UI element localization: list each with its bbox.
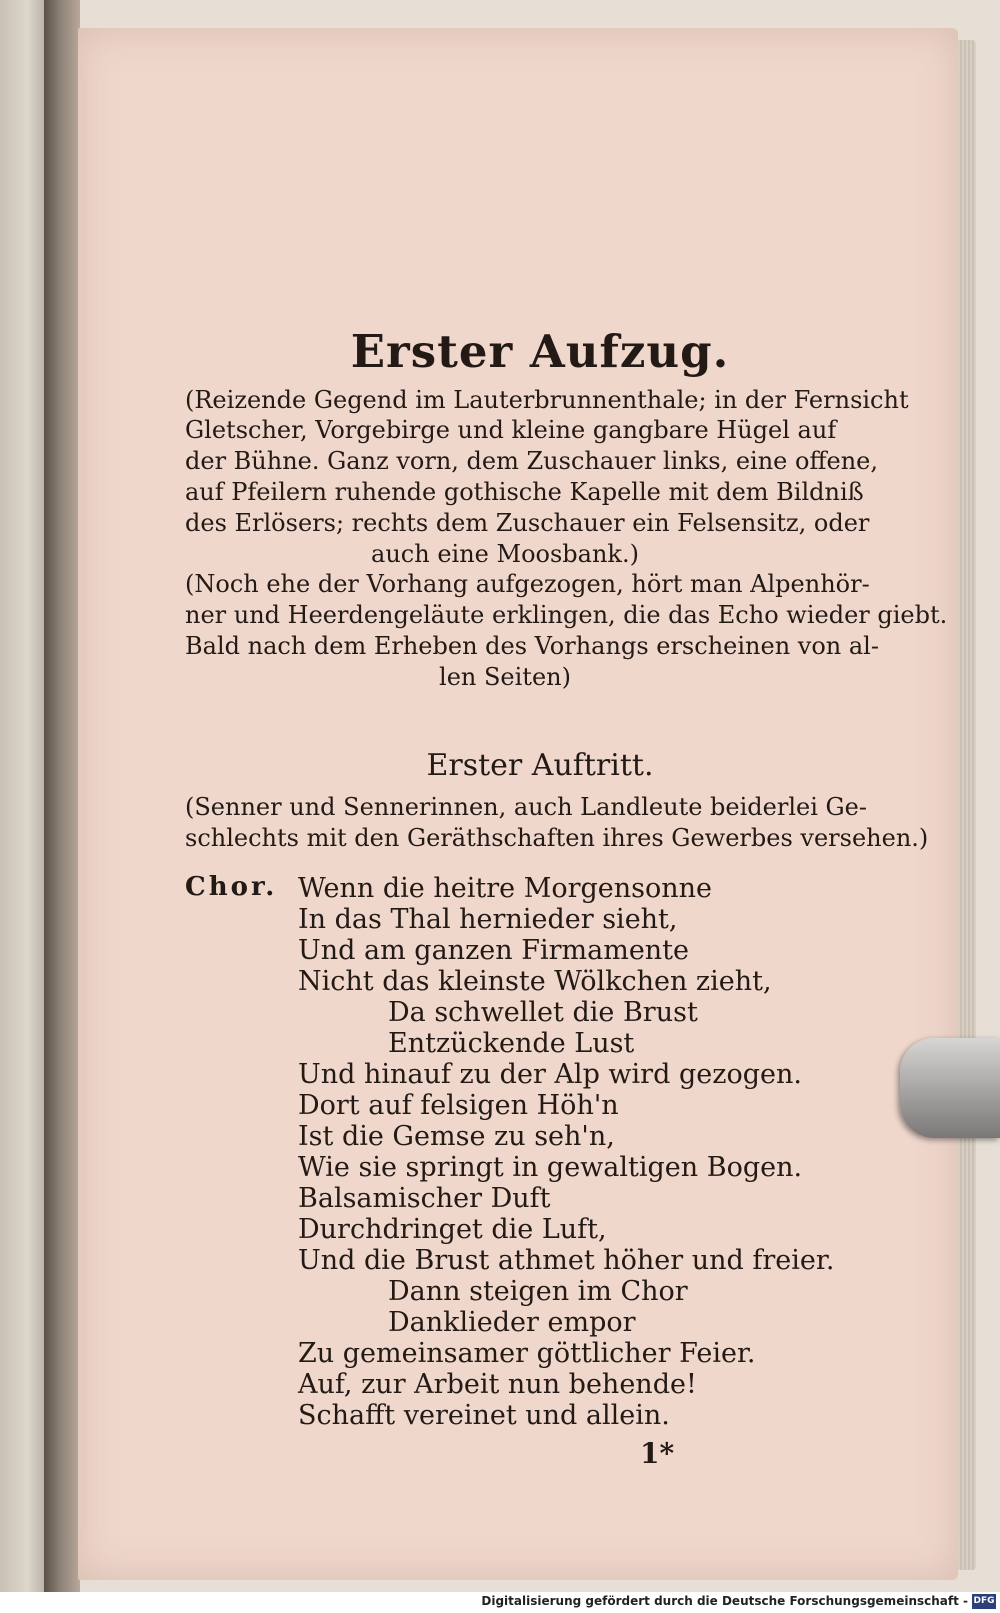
act-title: Erster Aufzug. bbox=[350, 325, 730, 378]
left-page-edge bbox=[0, 0, 46, 1613]
page-edges bbox=[958, 40, 976, 1570]
signature-mark: 1* bbox=[640, 1437, 675, 1470]
stage-direction-line: (Noch ehe der Vorhang aufgezogen, hört man Alpenhör- bbox=[185, 570, 870, 598]
verse-line: Balsamischer Duft bbox=[298, 1183, 551, 1214]
stage-direction-line: Bald nach dem Erheben des Vorhangs erscheinen von al- bbox=[185, 632, 879, 660]
funding-notice: Digitalisierung gefördert durch die Deutsche Forschungsgemeinschaft - bbox=[481, 1594, 968, 1608]
book-gutter bbox=[44, 0, 80, 1613]
verse-line: Nicht das kleinste Wölkchen zieht, bbox=[298, 966, 772, 997]
stage-direction-line: schlechts mit den Geräthschaften ihres Gewerbes versehen.) bbox=[185, 824, 929, 852]
verse-line: Wenn die heitre Morgensonne bbox=[298, 873, 713, 904]
verse-line: Durchdringet die Luft, bbox=[298, 1214, 607, 1245]
scene-title: Erster Auftritt. bbox=[426, 748, 654, 783]
speaker-name: Chor. bbox=[185, 872, 278, 902]
stage-direction-line: (Senner und Sennerinnen, auch Landleute beiderlei Ge- bbox=[185, 793, 867, 821]
stage-direction-line: des Erlösers; rechts dem Zuschauer ein Felsensitz, oder bbox=[185, 509, 870, 537]
verse-line: In das Thal hernieder sieht, bbox=[298, 904, 678, 935]
verse-line: Danklieder empor bbox=[388, 1307, 636, 1338]
stage-direction-line: auf Pfeilern ruhende gothische Kapelle mit dem Bildniß bbox=[185, 478, 864, 506]
stage-direction-line: (Reizende Gegend im Lauterbrunnenthale; in der Fernsicht bbox=[185, 386, 909, 414]
verse-line: Entzückende Lust bbox=[388, 1028, 635, 1059]
verse-line: Und die Brust athmet höher und freier. bbox=[298, 1245, 835, 1276]
verse-line: Ist die Gemse zu seh'n, bbox=[298, 1121, 615, 1152]
verse-line: Zu gemeinsamer göttlicher Feier. bbox=[298, 1338, 756, 1369]
stage-direction-line: der Bühne. Ganz vorn, dem Zuschauer links, eine offene, bbox=[185, 447, 878, 475]
verse-line: Wie sie springt in gewaltigen Bogen. bbox=[298, 1152, 803, 1183]
verse-line: Auf, zur Arbeit nun behende! bbox=[298, 1369, 697, 1400]
stage-direction-line: len Seiten) bbox=[439, 663, 571, 691]
verse-line: Da schwellet die Brust bbox=[388, 997, 698, 1028]
verse-line: Schafft vereinet und allein. bbox=[298, 1400, 670, 1431]
bookmark-clip bbox=[900, 1038, 1000, 1138]
verse-line: Dort auf felsigen Höh'n bbox=[298, 1090, 619, 1121]
verse-line: Und am ganzen Firmamente bbox=[298, 935, 690, 966]
verse-line: Dann steigen im Chor bbox=[388, 1276, 688, 1307]
stage-direction-line: ner und Heerdengeläute erklingen, die das Echo wieder giebt. bbox=[185, 601, 948, 629]
stage-direction-line: Gletscher, Vorgebirge und kleine gangbare Hügel auf bbox=[185, 416, 837, 444]
verse-line: Und hinauf zu der Alp wird gezogen. bbox=[298, 1059, 802, 1090]
stage-direction-line: auch eine Moosbank.) bbox=[371, 540, 639, 568]
dfg-logo: DFG bbox=[972, 1594, 996, 1609]
